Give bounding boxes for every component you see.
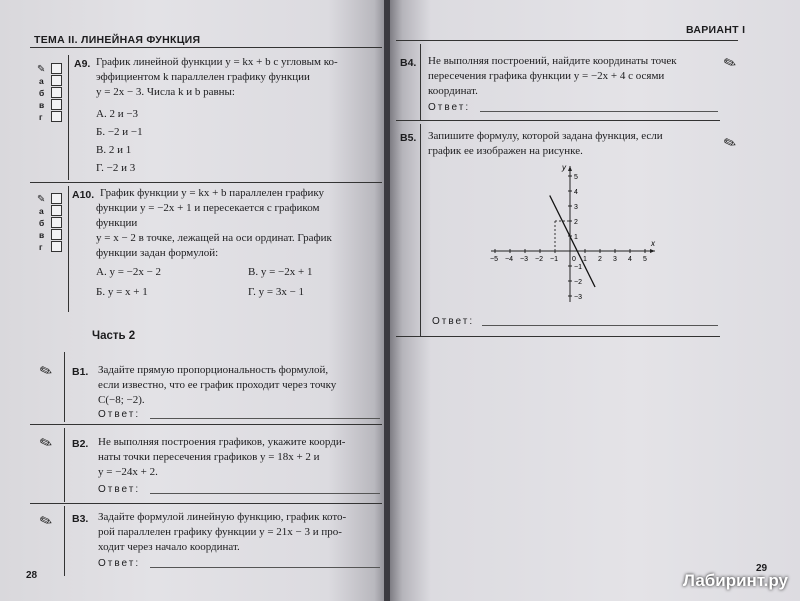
- x-tick-label: 5: [643, 256, 647, 263]
- pencil-icon: ✎: [37, 512, 56, 532]
- task-a9-line: эффициентом k параллелен графику функции: [96, 71, 310, 83]
- task-b1-line: Задайте прямую пропорциональность формулой,: [98, 364, 329, 376]
- answer-box-g[interactable]: [51, 241, 62, 252]
- right-page: [390, 0, 800, 601]
- pencil-icon: ✎: [721, 54, 740, 74]
- task-b2-line: y = −24x + 2.: [98, 466, 158, 478]
- y-tick-label: −2: [574, 279, 582, 286]
- answer-box-label: г: [39, 242, 43, 252]
- answer-box-label: г: [39, 112, 43, 122]
- answer-box-label: б: [39, 88, 45, 98]
- left-page-header: ТЕМА II. ЛИНЕЙНАЯ ФУНКЦИЯ: [34, 34, 201, 46]
- margin-rule: [68, 55, 69, 180]
- y-axis-arrow: [568, 166, 572, 171]
- task-divider: [30, 503, 382, 504]
- answer-box-b[interactable]: [51, 87, 62, 98]
- task-a9-line: График линейной функции y = kx + b с угловым ко-: [96, 56, 338, 68]
- answer-box-b[interactable]: [51, 217, 62, 228]
- y-tick-label: 1: [574, 234, 578, 241]
- answer-box-a[interactable]: [51, 75, 62, 86]
- answer-label: Ответ:: [98, 409, 141, 420]
- task-a10-line: функции: [96, 217, 138, 229]
- function-graph: [488, 158, 668, 308]
- x-axis-label: x: [651, 239, 655, 248]
- task-divider: [30, 424, 382, 425]
- margin-rule: [64, 506, 65, 576]
- option-a10[interactable]: Б. y = x + 1: [96, 286, 148, 298]
- option-a10[interactable]: В. y = −2x + 1: [248, 266, 313, 278]
- margin-rule: [64, 428, 65, 502]
- task-b1-line: если известно, что ее график проходит через точку: [98, 379, 337, 391]
- pencil-icon: ✎: [37, 434, 56, 454]
- task-b5-line: Запишите формулу, которой задана функция, если: [428, 130, 663, 142]
- x-tick-label: −5: [490, 256, 498, 263]
- answer-box-a[interactable]: [51, 205, 62, 216]
- y-tick-label: 4: [574, 189, 578, 196]
- margin-rule: [420, 44, 421, 120]
- answer-box-label: б: [39, 218, 45, 228]
- answer-line-b4[interactable]: [480, 111, 718, 112]
- option-a9[interactable]: Г. −2 и 3: [96, 162, 136, 174]
- pencil-icon: ✎: [37, 362, 56, 382]
- left-page: [0, 0, 386, 601]
- y-tick-label: −3: [574, 294, 582, 301]
- option-a9[interactable]: Б. −2 и −1: [96, 126, 143, 138]
- margin-rule: [68, 186, 69, 312]
- task-b4-line: пересечения графика функции y = −2x + 4 с осями: [428, 70, 665, 82]
- graph-lines: [550, 196, 595, 288]
- pencil-check-icon: ✎: [37, 194, 46, 205]
- task-label-a10: А10.: [72, 189, 95, 201]
- answer-label: Ответ:: [432, 316, 475, 327]
- margin-rule: [420, 124, 421, 336]
- task-divider: [396, 336, 720, 337]
- x-tick-label: 2: [598, 256, 602, 263]
- header-rule: [30, 47, 382, 48]
- answer-box-label: в: [39, 230, 45, 240]
- x-tick-label: 0: [572, 256, 576, 263]
- task-b3-line: ходит через начало координат.: [98, 541, 240, 553]
- graph-ticks: [490, 174, 647, 301]
- task-b4-line: координат.: [428, 85, 478, 97]
- pencil-check-icon: ✎: [37, 64, 46, 75]
- margin-rule: [64, 352, 65, 422]
- task-b3-line: рой параллелен графику функции y = 21x − 3 и про-: [98, 526, 342, 538]
- option-a10[interactable]: Г. y = 3x − 1: [248, 286, 305, 298]
- x-tick-label: −1: [550, 256, 558, 263]
- task-a9-line: y = 2x − 3. Числа k и b равны:: [96, 86, 235, 98]
- answer-line-b2[interactable]: [150, 493, 380, 494]
- y-axis-label: y: [562, 163, 566, 172]
- task-label-b3: В3.: [72, 513, 89, 525]
- y-tick-label: −1: [574, 264, 582, 271]
- task-b5-line: график ее изображен на рисунке.: [428, 145, 583, 157]
- watermark: Лабиринт.ру: [682, 571, 788, 590]
- x-tick-label: −4: [505, 256, 513, 263]
- option-a9[interactable]: В. 2 и 1: [96, 144, 132, 156]
- answer-box-label: а: [39, 206, 44, 216]
- check-box[interactable]: [51, 193, 62, 204]
- x-tick-label: 4: [628, 256, 632, 263]
- answer-box-v[interactable]: [51, 99, 62, 110]
- answer-label: Ответ:: [428, 102, 471, 113]
- task-a10-line: функции задан формулой:: [96, 247, 219, 259]
- task-divider: [30, 182, 382, 183]
- task-b3-line: Задайте формулой линейную функцию, график кото-: [98, 511, 347, 523]
- y-tick-label: 3: [574, 204, 578, 211]
- x-axis-arrow: [650, 249, 655, 253]
- right-page-header: ВАРИАНТ I: [686, 24, 746, 36]
- function-line: [550, 196, 595, 288]
- answer-label: Ответ:: [98, 484, 141, 495]
- task-b1-line: C(−8; −2).: [98, 394, 145, 406]
- answer-box-v[interactable]: [51, 229, 62, 240]
- x-tick-label: −3: [520, 256, 528, 263]
- task-label-b5: В5.: [400, 132, 417, 144]
- task-divider: [396, 120, 720, 121]
- task-a10-line: y = x − 2 в точке, лежащей на оси ординат. График: [96, 232, 332, 244]
- task-label-b4: В4.: [400, 57, 417, 69]
- pencil-icon: ✎: [721, 134, 740, 154]
- y-tick-label: 2: [574, 219, 578, 226]
- x-tick-label: 3: [613, 256, 617, 263]
- option-a9[interactable]: А. 2 и −3: [96, 108, 139, 120]
- check-box[interactable]: [51, 63, 62, 74]
- answer-box-label: в: [39, 100, 45, 110]
- task-a10-line: функции y = −2x + 1 и пересекается с графиком: [96, 202, 320, 214]
- x-tick-label: −2: [535, 256, 543, 263]
- task-b2-line: наты точки пересечения графиков y = 18x + 2 и: [98, 451, 320, 463]
- page-number: 29: [756, 563, 768, 574]
- x-tick-label: 1: [583, 256, 587, 263]
- option-a10[interactable]: А. y = −2x − 2: [96, 266, 162, 278]
- answer-label: Ответ:: [98, 558, 141, 569]
- task-label-b2: В2.: [72, 438, 89, 450]
- task-b4-line: Не выполняя построений, найдите координаты точек: [428, 55, 677, 67]
- answer-line-b1[interactable]: [150, 418, 380, 419]
- task-label-a9: А9.: [74, 58, 91, 70]
- page-number: 28: [26, 570, 38, 581]
- answer-box-label: а: [39, 76, 44, 86]
- answer-line-b3[interactable]: [150, 567, 380, 568]
- task-label-b1: В1.: [72, 366, 89, 378]
- header-rule: [396, 40, 738, 41]
- y-tick-label: 5: [574, 174, 578, 181]
- answer-line-b5[interactable]: [482, 325, 718, 326]
- task-a10-line: График функции y = kx + b параллелен графику: [100, 187, 325, 199]
- task-b2-line: Не выполняя построения графиков, укажите коорди-: [98, 436, 346, 448]
- answer-box-g[interactable]: [51, 111, 62, 122]
- part-2-heading: Часть 2: [92, 330, 136, 342]
